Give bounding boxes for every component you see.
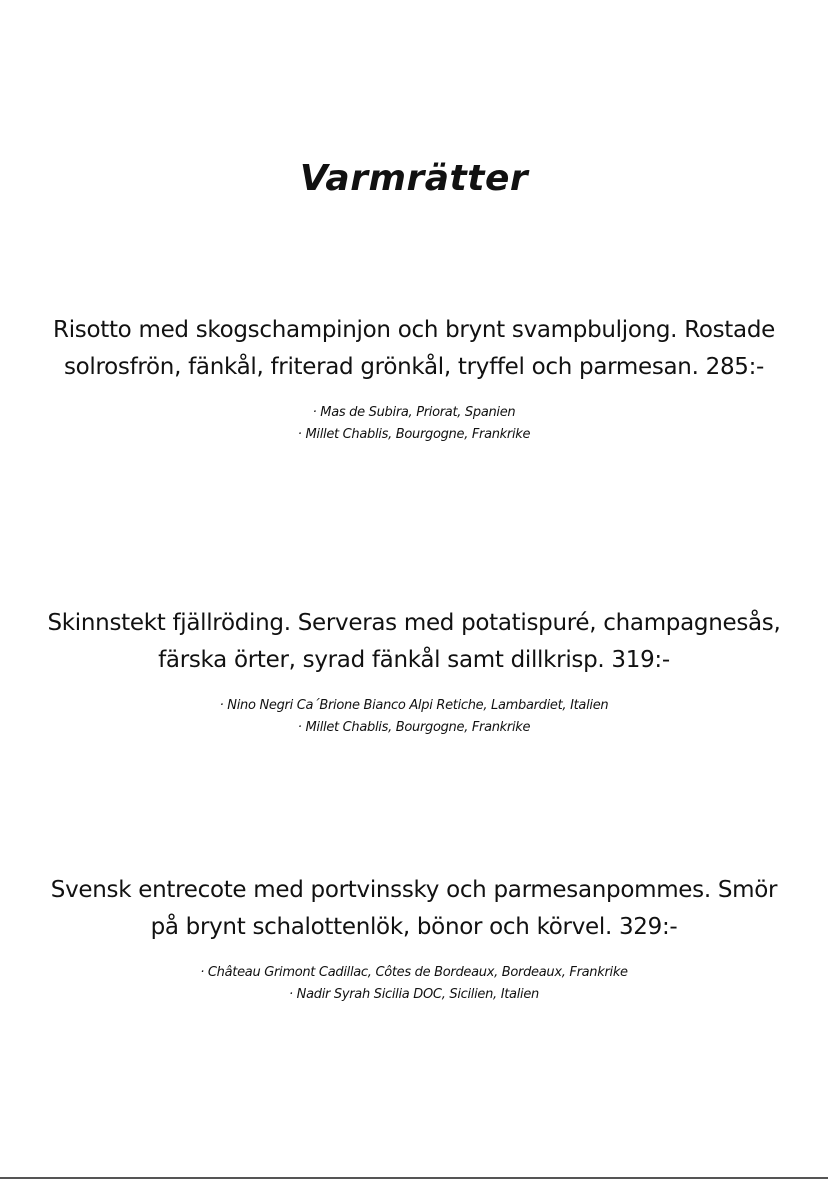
dish-fjallroding <box>40 605 788 739</box>
wine-pairing: · Mas de Subira, Priorat, Spanien <box>312 405 516 420</box>
wine-pairing: · Millet Chablis, Bourgogne, Frankrike <box>297 427 531 442</box>
wine-pairing: · Nino Negri Ca´Brione Bianco Alpi Retiche, Lambardiet, Italien <box>219 698 609 713</box>
dish-description: Svensk entrecote med portvinssky och parmesanpommes. Smör på brynt schalottenlök, bönor och körvel. 329:- <box>50 877 778 940</box>
page-title: Varmrätter <box>299 158 529 199</box>
dish-description: Skinnstekt fjällröding. Serveras med potatispuré, champagnesås, färska örter, syrad fänkål samt dillkrisp. 319:- <box>47 610 781 673</box>
dish-risotto <box>40 312 788 446</box>
wine-pairing: · Château Grimont Cadillac, Côtes de Bordeaux, Bordeaux, Frankrike <box>200 965 628 980</box>
wine-pairing-list <box>40 695 788 739</box>
wine-pairing-list <box>40 402 788 446</box>
dish-description: Risotto med skogschampinjon och brynt svampbuljong. Rostade solrosfrön, fänkål, friterad grönkål, tryffel och parmesan. 285:- <box>53 317 775 380</box>
wine-pairing-list <box>40 962 788 1006</box>
wine-pairing: · Millet Chablis, Bourgogne, Frankrike <box>297 720 531 735</box>
dish-entrecote <box>40 872 788 1006</box>
bottom-divider <box>0 1177 828 1179</box>
wine-pairing: · Nadir Syrah Sicilia DOC, Sicilien, Italien <box>289 987 539 1002</box>
